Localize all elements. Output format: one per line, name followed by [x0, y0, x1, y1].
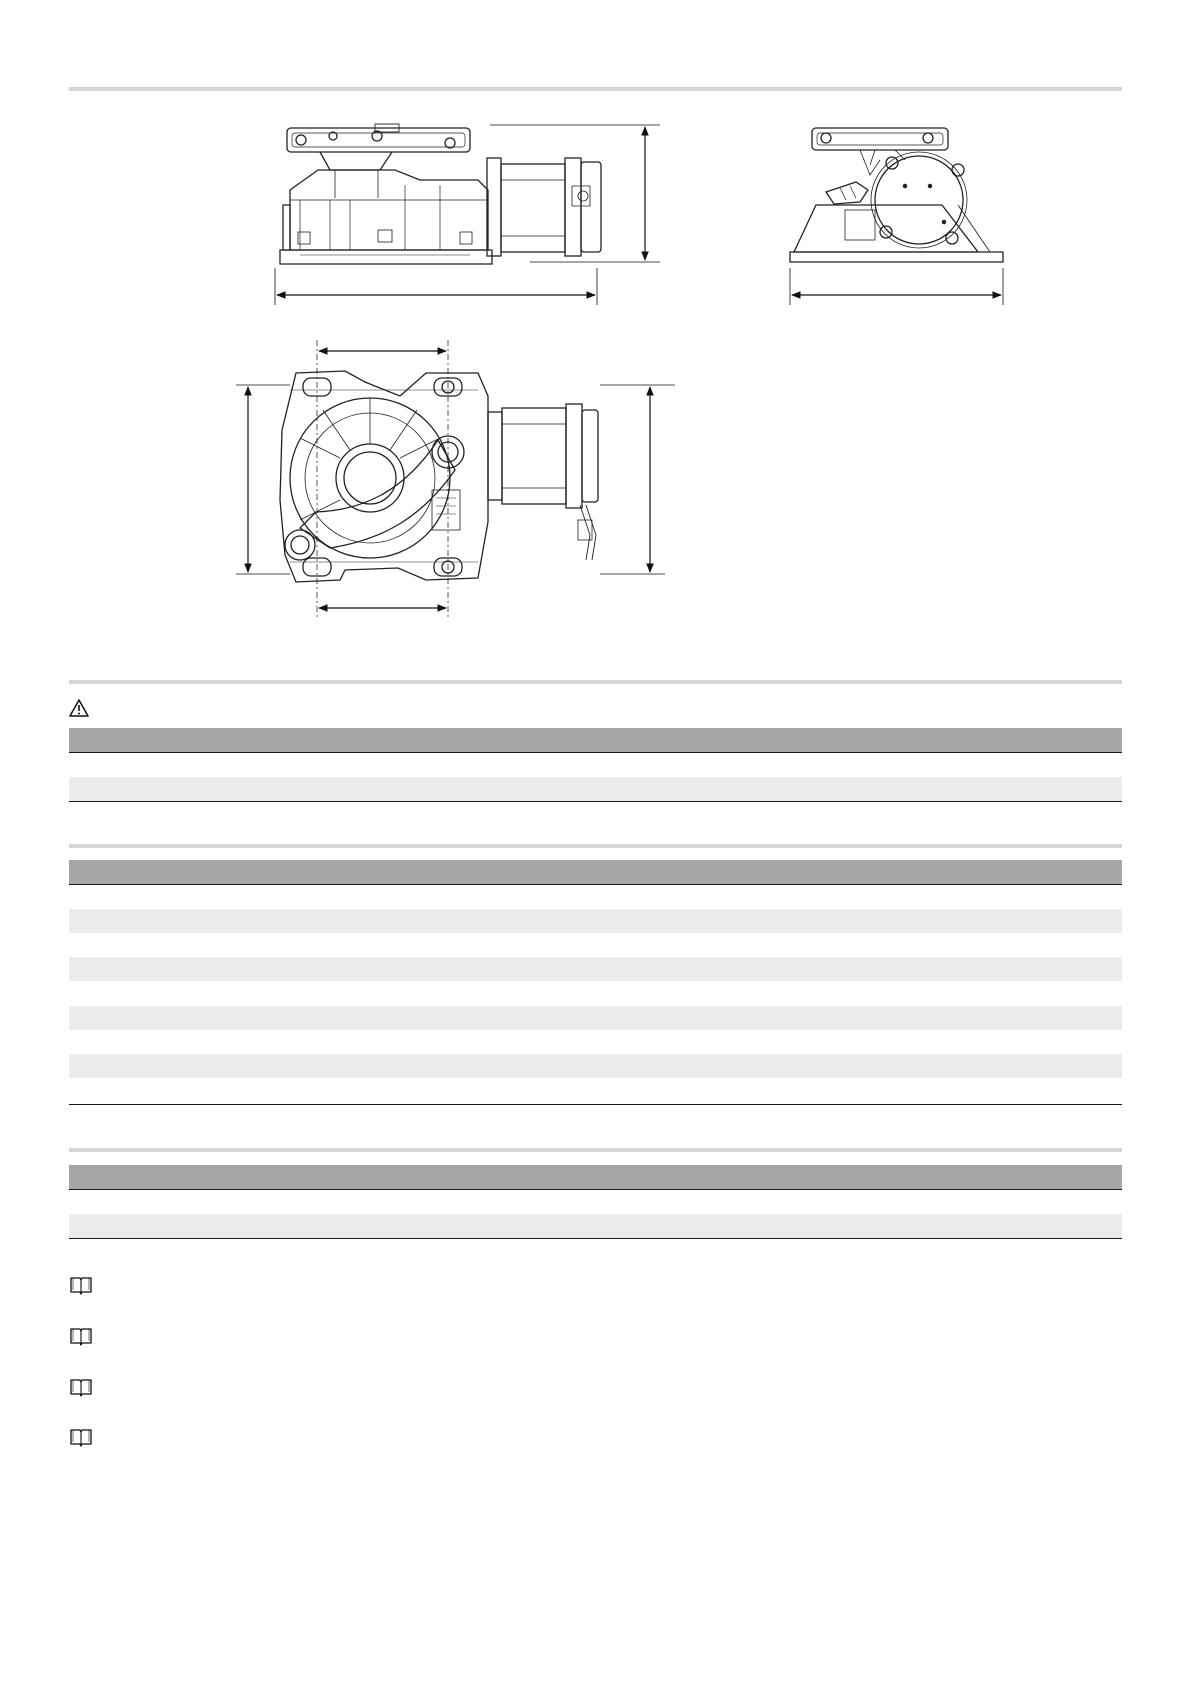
table3-bottom-line — [69, 1238, 1122, 1239]
section-divider-3 — [69, 1148, 1122, 1152]
section-divider-2 — [69, 844, 1122, 848]
table2-header — [69, 860, 1122, 884]
table-row — [69, 885, 1122, 909]
table-row — [69, 1214, 1122, 1238]
table-row — [69, 957, 1122, 981]
motor-top-view — [280, 371, 598, 582]
table-row — [69, 1054, 1122, 1078]
table-row — [69, 1030, 1122, 1054]
table3-header — [69, 1165, 1122, 1189]
section-divider-1 — [69, 680, 1122, 684]
manual-book-icon — [69, 1326, 93, 1346]
table-row — [69, 1006, 1122, 1030]
table1-header — [69, 728, 1122, 752]
manual-book-icon — [69, 1427, 93, 1447]
table-row — [69, 909, 1122, 933]
motor-side-view — [280, 124, 601, 264]
table-row — [69, 933, 1122, 957]
warning-icon — [69, 699, 89, 717]
table1-bottom-line — [69, 801, 1122, 802]
note-item — [69, 1326, 1122, 1348]
table-row — [69, 777, 1122, 801]
note-item — [69, 1427, 1122, 1449]
table-row — [69, 981, 1122, 1005]
table2-bottom-line — [69, 1104, 1122, 1105]
technical-drawings — [0, 0, 1190, 680]
table-row — [69, 753, 1122, 777]
note-item — [69, 1275, 1122, 1297]
motor-end-view — [790, 128, 1003, 262]
table-row — [69, 1078, 1122, 1102]
note-item — [69, 1377, 1122, 1399]
manual-book-icon — [69, 1377, 93, 1397]
manual-book-icon — [69, 1275, 93, 1295]
table-row — [69, 1190, 1122, 1214]
